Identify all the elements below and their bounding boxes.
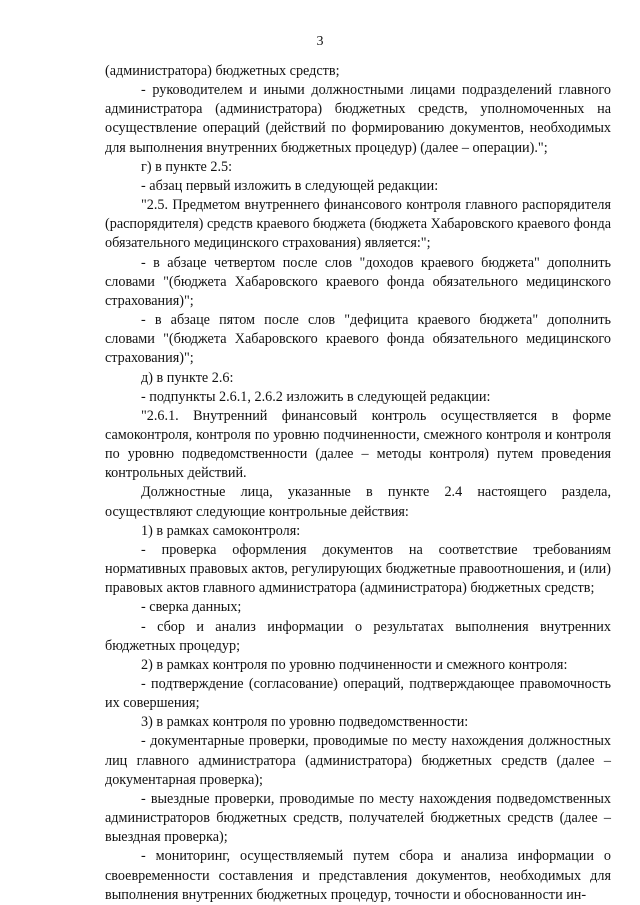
paragraph: - руководителем и иными должностными лицами подразделений главного администратора (администратора) бюджетных средств, уполномоченных на осуществление операций (действий по формированию документов, необходимых для выполнения внутренних бюджетных процедур) (далее – операции)."; — [105, 82, 611, 156]
paragraph: 3) в рамках контроля по уровню подведомственности: — [141, 714, 469, 731]
paragraph: "2.6.1. Внутренний финансовый контроль осуществляется в форме самоконтроля, контроля по уровню подчиненности, смежного контроля и контроля по уровню подведомственности (далее – методы контроля) путем проведения контрольных действий. — [105, 407, 611, 482]
paragraph: - в абзаце пятом после слов "дефицита краевого бюджета" дополнить словами "(бюджета Хабаровского краевого фонда обязательного медицинского страхования)"; — [105, 312, 611, 367]
page-number: 3 — [316, 34, 324, 49]
paragraph: - мониторинг, осуществляемый путем сбора и анализа информации о своевременности составления и представления документов, необходимых для выполнения внутренних бюджетных процедур, точности и обоснованности ин- — [105, 848, 611, 903]
paragraph: "2.5. Предметом внутреннего финансового контроля главного распорядителя (распорядителя) средств краевого бюджета (бюджета Хабаровского краевого фонда обязательного медицинского страхования) является:"; — [105, 197, 611, 252]
paragraph: - выездные проверки, проводимые по месту нахождения подведомственных администраторов бюджетных средств, получателей бюджетных средств (далее – выездная проверка); — [105, 790, 611, 846]
paragraph: - сверка данных; — [141, 599, 242, 616]
paragraph: (администратора) бюджетных средств; — [105, 63, 340, 79]
paragraph: 1) в рамках самоконтроля: — [141, 522, 301, 539]
paragraph: - подпункты 2.6.1, 2.6.2 изложить в следующей редакции: — [141, 388, 491, 405]
paragraph: - документарные проверки, проводимые по месту нахождения должностных лиц главного администратора (администратора) бюджетных средств (далее – документарная проверка); — [105, 733, 611, 788]
paragraph: - в абзаце четвертом после слов "доходов краевого бюджета" дополнить словами "(бюджета Хабаровского краевого фонда обязательного медицинского страхования)"; — [105, 254, 611, 309]
paragraph: Должностные лица, указанные в пункте 2.4 настоящего раздела, осуществляют следующие контрольные действия: — [105, 484, 611, 520]
paragraph: д) в пункте 2.6: — [141, 369, 234, 386]
paragraph: - подтверждение (согласование) операций, подтверждающее правомочность их совершения; — [105, 676, 611, 712]
paragraph: - абзац первый изложить в следующей редакции: — [141, 177, 439, 194]
paragraph: г) в пункте 2.5: — [141, 158, 233, 175]
paragraph: 2) в рамках контроля по уровню подчиненности и смежного контроля: — [141, 656, 568, 673]
paragraph: - сбор и анализ информации о результатах выполнения внутренних бюджетных процедур; — [105, 618, 611, 654]
paragraph: - проверка оформления документов на соответствие требованиям нормативных правовых актов, регулирующих бюджетные правоотношения, и (или) правовых актов главного администратора (администратора) бюджетных средств; — [105, 541, 611, 597]
document-body — [105, 62, 611, 905]
